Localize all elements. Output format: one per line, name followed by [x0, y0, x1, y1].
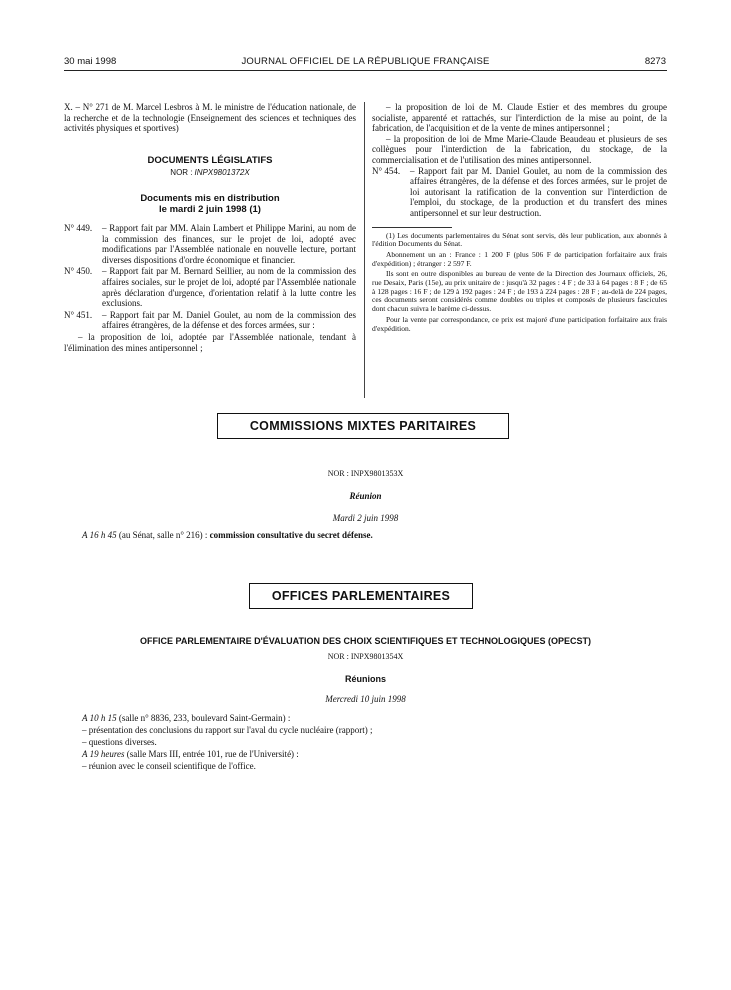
nor-reference — [64, 168, 356, 179]
left-column — [64, 102, 356, 353]
footnote-1: (1) Les documents parlementaires du Sénat sont servis, dès leur publication, aux abonnés à l'édition Documents du Sénat. — [372, 230, 667, 249]
office-agenda-item-2: – questions diverses. — [82, 737, 157, 747]
entry-number: N° 451. — [64, 309, 93, 320]
office-meeting-1 — [82, 713, 290, 723]
office-nor: NOR : INPX9801354X — [327, 652, 404, 661]
document-entry-449 — [64, 223, 356, 265]
footnote-mail-order: Pour la vente par correspondance, ce prix est majoré d'une participation forfaitaire aux frais d'expédition. — [372, 314, 667, 333]
journal-title: JOURNAL OFFICIEL DE LA RÉPUBLIQUE FRANÇAISE — [241, 56, 490, 67]
office-meeting-1-place: (salle n° 8836, 233, boulevard Saint-Germain) : — [116, 713, 291, 723]
entry-451-subitem-3: – la proposition de loi de Mme Marie-Claude Beaudeau et plusieurs de ses collègues pour l'interdiction de la fabrication, du stockage, de la commercialisation et de l'utilisation des mines antipersonnel. — [372, 133, 667, 165]
footnote-prices: Ils sont en outre disponibles au bureau de vente de la Direction des Journaux officiels, 26, rue Desaix, Paris (15e), au prix unitaire de : jusqu'à 32 pages : 4 F ; de 33 à 64 pages : 8 F ; de 65 à 128 pages : 16 F ; de 129 à 192 pages : 24 F ; de 193 à 224 pages : 28 F ; au-delà de 224 pages, ces documents seront considérés comme doubles ou triples et composés de plusieurs fascicules dont chacun suivra le barème ci-dessus. — [372, 269, 667, 314]
cmp-reunion-label: Réunion — [349, 491, 382, 501]
section-title-documents-legislatifs: DOCUMENTS LÉGISLATIFS — [147, 154, 273, 166]
entry-text: – Rapport fait par M. Daniel Goulet, au nom de la commission des affaires étrangères, de la défense et des forces armées, sur le projet de loi autorisant la ratification de la convention sur l'interdiction de l'emploi, du stockage, de la production et du transfert des mines antipersonnel et sur leur destruction. — [410, 165, 667, 218]
document-entry-451 — [64, 310, 356, 331]
nor-code: INPX9801372X — [194, 168, 250, 178]
cmp-meeting-place: (au Sénat, salle n° 216) : — [116, 530, 210, 540]
office-reunions-label: Réunions — [344, 674, 386, 684]
column-divider — [364, 102, 365, 398]
distribution-line-2: le mardi 2 juin 1998 (1) — [159, 203, 261, 215]
entry-text: – Rapport fait par M. Daniel Goulet, au nom de la commission des affaires étrangères, de la défense et des forces armées, sur : — [102, 309, 356, 331]
header-rule — [64, 70, 667, 71]
document-entry-454 — [372, 166, 667, 219]
cmp-meeting-line — [82, 530, 373, 540]
entry-451-subitem-1: – la proposition de loi, adoptée par l'Assemblée nationale, tendant à l'élimination des mines antipersonnel ; — [64, 331, 356, 353]
footnote-rule — [372, 227, 452, 228]
office-meeting-2-place: (salle Mars III, entrée 101, rue de l'Université) : — [124, 749, 299, 759]
right-column — [372, 102, 667, 335]
office-meeting-2-time: A 19 heures — [82, 749, 125, 759]
entry-text: – Rapport fait par M. Bernard Seillier, au nom de la commission des affaires sociales, sur le projet de loi, adopté par l'Assemblée nationale après déclaration d'urgence, d'orientation relatif à la lutte contre les exclusions. — [102, 266, 356, 309]
section-box-offices-parlementaires: OFFICES PARLEMENTAIRES — [249, 583, 473, 609]
office-name: OFFICE PARLEMENTAIRE D'ÉVALUATION DES CHOIX SCIENTIFIQUES ET TECHNOLOGIQUES (OPECST) — [140, 636, 591, 646]
question-entry-x: X. – N° 271 de M. Marcel Lesbros à M. le ministre de l'éducation nationale, de la recherche et de la technologie (Enseignement des sciences et techniques des activités physiques et sportives) — [64, 102, 356, 134]
section-box-commissions-mixtes-paritaires: COMMISSIONS MIXTES PARITAIRES — [217, 413, 509, 439]
header-date: 30 mai 1998 — [64, 56, 117, 67]
cmp-meeting-subject: commission consultative du secret défense. — [209, 530, 373, 540]
office-meeting-2 — [82, 749, 299, 759]
distribution-heading — [64, 193, 356, 215]
nor-label: NOR : — [170, 168, 193, 178]
footnote-subscription: Abonnement un an : France : 1 200 F (plus 506 F de participation forfaitaire aux frais d'expédition) ; étranger : 2 597 F. — [372, 249, 667, 268]
office-date: Mercredi 10 juin 1998 — [325, 694, 406, 704]
office-meeting-1-time: A 10 h 15 — [82, 713, 117, 723]
cmp-nor: NOR : INPX9801353X — [327, 469, 404, 478]
page-number: 8273 — [644, 56, 666, 67]
entry-number: N° 449. — [64, 222, 93, 233]
document-entry-450 — [64, 266, 356, 308]
entry-text: – Rapport fait par MM. Alain Lambert et Philippe Marini, au nom de la commission des finances, sur le projet de loi, adopté avec modifications par l'Assemblée nationale en nouvelle lecture, portant diverses dispositions d'ordre économique et financier. — [102, 222, 356, 265]
office-agenda-item-3: – réunion avec le conseil scientifique de l'office. — [82, 761, 256, 771]
entry-number: N° 454. — [372, 165, 401, 176]
cmp-date: Mardi 2 juin 1998 — [332, 513, 399, 523]
distribution-line-1: Documents mis en distribution — [140, 192, 280, 204]
office-agenda-item-1: – présentation des conclusions du rapport sur l'aval du cycle nucléaire (rapport) ; — [82, 725, 373, 735]
cmp-meeting-time: A 16 h 45 — [82, 530, 117, 540]
entry-451-subitem-2: – la proposition de loi de M. Claude Estier et des membres du groupe socialiste, apparenté et rattachés, sur l'interdiction de la mise au point, de la fabrication, de l'acquisition et de la vente de mines antipersonnel ; — [372, 102, 667, 134]
entry-number: N° 450. — [64, 266, 93, 277]
